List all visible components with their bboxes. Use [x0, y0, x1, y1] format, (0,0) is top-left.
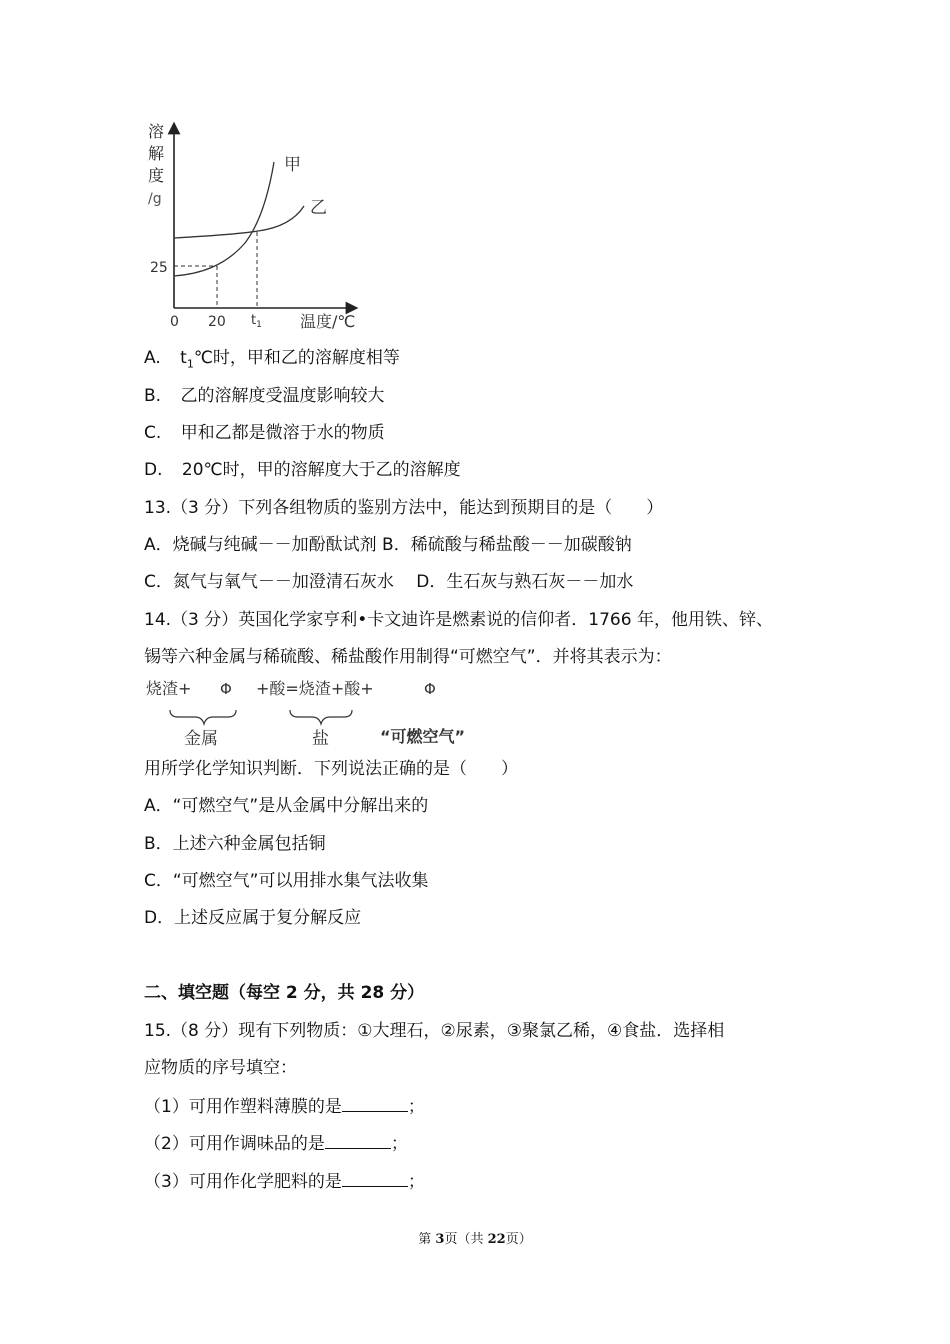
ylabel-char-3: 度 — [148, 166, 165, 185]
brace-label-metal: 金属 — [184, 729, 218, 749]
q14-question: 用所学化学知识判断．下列说法正确的是（ ） — [144, 759, 518, 779]
ytick-25: 25 — [150, 260, 168, 276]
gas-label: “可燃空气” — [380, 727, 466, 746]
section-heading: 二、填空题（每空 2 分，共 28 分） — [144, 983, 425, 1003]
q14-option-c: C．“可燃空气”可以用排水集气法收集 — [144, 871, 429, 891]
q13-options-cd: C．氮气与氧气－－加澄清石灰水 D．生石灰与熟石灰－－加水 — [144, 572, 634, 592]
q14-option-a: A．“可燃空气”是从金属中分解出来的 — [144, 796, 429, 816]
q12-option-a-text: $t_1℃$时，甲和乙的溶解度相等 — [180, 348, 400, 371]
q13-stem: 13.（3 分）下列各组物质的鉴别方法中，能达到预期目的是（ ） — [144, 498, 664, 518]
x-axis-label: 温度/℃ — [300, 312, 356, 331]
answer-blank-1[interactable] — [342, 1095, 408, 1112]
q14-stem-2: 锡等六种金属与稀硫酸、稀盐酸作用制得“可燃空气”．并将其表示为： — [144, 647, 672, 667]
solubility-chart — [140, 118, 370, 338]
brace-metal — [170, 710, 236, 724]
q14-option-b: B．上述六种金属包括铜 — [144, 834, 326, 854]
eq-mid: +酸=烧渣+酸+ — [256, 679, 374, 698]
q15-item-2: （2）可用作调味品的是 ； — [144, 1134, 408, 1154]
page-footer: 第 3页（共 22页） — [418, 1232, 532, 1247]
q12-option-d: D. 20℃时，甲的溶解度大于乙的溶解度 — [144, 460, 461, 480]
eq-left: 烧渣+ — [146, 679, 192, 698]
q13-options-ab: A．烧碱与纯碱－－加酚酞试剂 B．稀硫酸与稀盐酸－－加碳酸钠 — [144, 535, 632, 555]
ylabel-char-2: 解 — [148, 144, 165, 163]
q12-option-c: C. 甲和乙都是微溶于水的物质 — [144, 423, 385, 443]
brace-label-salt: 盐 — [312, 729, 329, 749]
q15-item-1: （1）可用作塑料薄膜的是 ； — [144, 1097, 425, 1117]
q15-item-3: （3）可用作化学肥料的是 ； — [144, 1172, 425, 1192]
page-total: 22 — [487, 1232, 506, 1247]
eq-phi-2: Φ — [424, 680, 436, 698]
q15-stem-2: 应物质的序号填空： — [144, 1058, 297, 1078]
series-label-yi: 乙 — [310, 198, 327, 218]
ylabel-char-1: 溶 — [148, 122, 165, 141]
xtick-20: 20 — [208, 314, 226, 330]
ylabel-unit: /g — [148, 191, 162, 207]
curve-yi — [174, 206, 304, 238]
curve-jia — [174, 162, 274, 276]
answer-blank-3[interactable] — [342, 1170, 408, 1187]
series-label-jia: 甲 — [284, 155, 301, 175]
brace-salt — [290, 710, 352, 724]
q12-option-b: B. 乙的溶解度受温度影响较大 — [144, 386, 385, 406]
q14-option-d: D．上述反应属于复分解反应 — [144, 908, 362, 928]
answer-blank-2[interactable] — [325, 1132, 391, 1149]
q15-stem-1: 15.（8 分）现有下列物质：①大理石，②尿素，③聚氯乙稀，④食盐．选择相 — [144, 1021, 725, 1041]
q14-stem-1: 14.（3 分）英国化学家亨利•卡文迪许是燃素说的信仰者．1766 年，他用铁、锌、 — [144, 610, 773, 630]
page-number: 3 — [435, 1232, 445, 1247]
q14-equation-figure — [140, 674, 500, 754]
q12-option-a: A. $t_1℃$时，甲和乙的溶解度相等 — [144, 348, 400, 371]
xtick-0: 0 — [170, 314, 179, 330]
xtick-t1: $t_1$ — [251, 313, 262, 330]
eq-phi-1: Φ — [220, 680, 232, 698]
